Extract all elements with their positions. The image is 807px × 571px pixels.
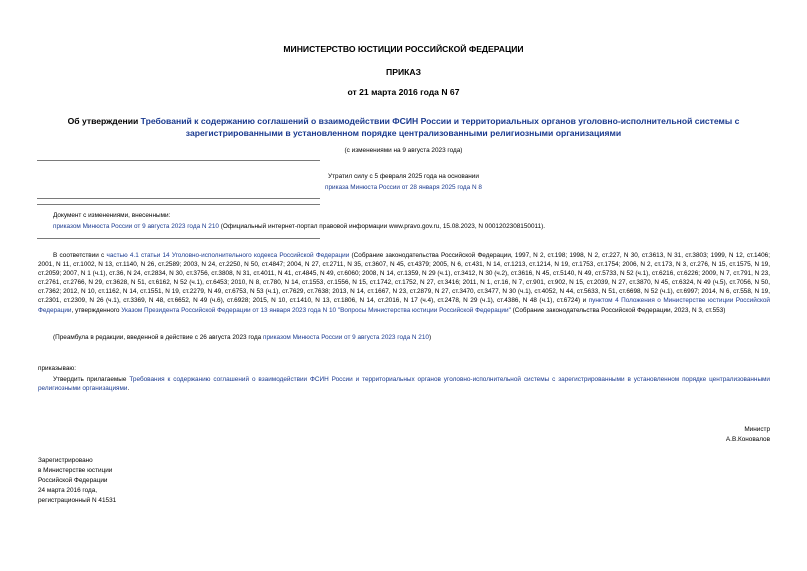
- approve-prefix: Утвердить прилагаемые: [53, 376, 130, 383]
- amended-doc-source: (Официальный интернет-портал правовой информации www.pravo.gov.ru, 15.08.2023, N 0001202308150011).: [218, 223, 546, 230]
- registration-line-5: регистрационный N 41531: [38, 497, 117, 504]
- revision-link[interactable]: приказом Минюста России от 9 августа 2023 года N 210: [263, 334, 429, 341]
- document-title: [40, 115, 767, 139]
- amended-doc-line: [53, 222, 773, 231]
- preamble-link-code[interactable]: частью 4.1 статьи 14 Уголовно-исполнительного кодекса Российской Федерации: [106, 252, 350, 259]
- preamble-text-1: В соответствии с: [53, 252, 107, 259]
- document-date-number: от 21 марта 2016 года N 67: [347, 87, 460, 97]
- separator-line: [37, 160, 320, 161]
- registration-line-3: Российской Федерации: [38, 477, 108, 484]
- preamble-paragraph: [38, 251, 770, 315]
- ministry-heading: МИНИСТЕРСТВО ЮСТИЦИИ РОССИЙСКОЙ ФЕДЕРАЦИИ: [283, 44, 524, 54]
- amended-doc-label: Документ с изменениями, внесенными:: [53, 212, 171, 219]
- signature-position: Министр: [744, 426, 770, 433]
- registration-line-1: Зарегистрировано: [38, 457, 93, 464]
- revision-prefix: (Преамбула в редакции, введенной в действие с 26 августа 2023 года: [53, 334, 264, 341]
- lost-force-note: Утратил силу с 5 февраля 2025 года на основании: [328, 173, 479, 180]
- signature-name: А.В.Коновалов: [725, 436, 770, 443]
- changes-note: (с изменениями на 9 августа 2023 года): [344, 147, 463, 154]
- approve-paragraph: [38, 375, 770, 393]
- separator-line: [37, 238, 320, 239]
- revision-suffix: ): [428, 334, 432, 341]
- preamble-revision-note: [53, 333, 773, 342]
- preamble-text-2: (Собрание законодательства Российской Федерации, 1997, N 2, ст.198; 1998, N 2, ст.227, N 30, ст.3613, N 31, ст.3803; 1999, N 12, ст.1406; 2001, N 11, ст.1002, N 13, ст.1140, N 26, ст.2589; 2003, N 24, ст.2250, N 50, ст.4847; 2004, N 27, ст.2711, N 35, ст.3607, N 45, ст.4379; 2005, N 6, ст.431, N 14, ст.1213, ст.1214, N 19, ст.1753, ст.1754; 2006, N 2, ст.173, N 3, ст.276, N 15, ст.1575, N 19, ст.2059; 2007, N 1 (ч.1), ст.36, N 24, ст.2834, N 30, ст.3756, ст.3808, N 31, ст.4011, N 41, ст.4845, N 49, ст.6060; 2008, N 14, ст.1359, N 29 (ч.1), ст.3412, N 30 (ч.2), ст.3616, N 45, ст.5140, N 49, ст.5733, N 52 (ч.1), ст.6216, ст.6226; 2009, N 7, ст.791, N 23, ст.2761, ст.2766, N 29, ст.3628, N 51, ст.6162, N 52 (ч.1), ст.6453; 2010, N 8, ст.780, N 14, ст.1553, ст.1556, N 15, ст.1742, ст.1752, N 27, ст.3416; 2011, N 1, ст.16, N 7, ст.901, ст.902, N 15, ст.2039, N 27, ст.3870, N 45, ст.6324, N 49 (ч.5), ст.7056, N 50, ст.7362; 2012, N 10, ст.1162, N 14, ст.1551, N 19, ст.2279, N 49, ст.6753, N 53 (ч.1), ст.7629, ст.7638; 2013, N 14, ст.1667, N 23, ст.2879, N 27, ст.3470, ст.3477, N 30 (ч.1), ст.4052, N 44, ст.5633, N 51, ст.6698, N 52 (ч.1), ст.6997; 2014, N 6, ст.558, N 19, ст.2301, ст.2309, N 26 (ч.1), ст.3369, N 48, ст.6652, N 49 (ч.6), ст.6928; 2015, N 10, ст.1410, N 13, ст.1806, N 14, ст.2016, N 17 (ч.4), ст.2478, N 29 (ч.1), ст.4386, N 48 (ч.1), ст.6724) и: [38, 252, 771, 305]
- preamble-text-3: , утвержденного: [71, 306, 122, 314]
- preamble-text-4: (Собрание законодательства Российской Федерации, 2023, N 3, ст.553): [510, 306, 726, 314]
- lost-force-link-wrap: [0, 183, 807, 192]
- title-prefix: Об утверждении: [67, 116, 141, 126]
- lost-force-link[interactable]: приказа Минюста России от 28 января 2025 года N 8: [325, 184, 482, 191]
- order-word: приказываю:: [38, 365, 76, 372]
- approve-suffix: .: [127, 385, 130, 393]
- preamble-link-regulation[interactable]: пунктом 4 Положения о Министерстве юстиции Российской Федерации: [38, 297, 771, 314]
- document-type: ПРИКАЗ: [386, 67, 421, 77]
- title-link[interactable]: Требований к содержанию соглашений о взаимодействии ФСИН России и территориальных органов уголовно-исполнительной системы с зарегистрированными в установленном порядке централизованными религиозными организациями: [140, 116, 740, 138]
- preamble-link-decree[interactable]: Указом Президента Российской Федерации от 13 января 2023 года N 10 "Вопросы Министерства юстиции Российской Федерации": [121, 306, 511, 314]
- registration-line-4: 24 марта 2016 года,: [38, 487, 98, 494]
- approve-link[interactable]: Требования к содержанию соглашений о взаимодействии ФСИН России и территориальных органов уголовно-исполнительной системы с зарегистрированными в установленном порядке централизованными религиозными организациями: [38, 376, 771, 393]
- separator-line: [37, 198, 320, 199]
- amended-doc-link[interactable]: приказом Минюста России от 9 августа 2023 года N 210: [53, 223, 219, 230]
- separator-line: [37, 204, 320, 205]
- registration-line-2: в Министерстве юстиции: [38, 467, 113, 474]
